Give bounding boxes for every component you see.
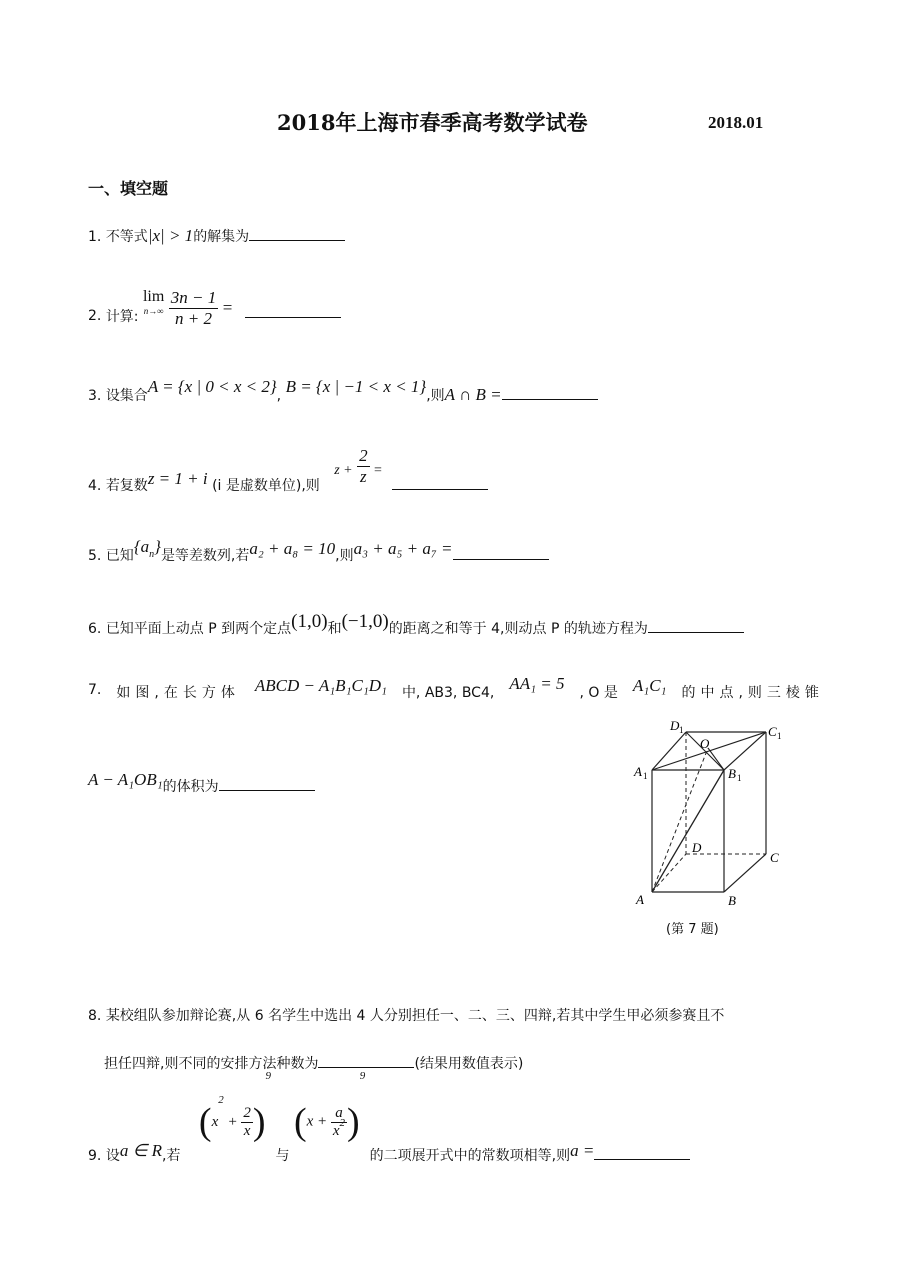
section-heading: 一、填空题 bbox=[88, 179, 169, 198]
question-6 bbox=[88, 611, 744, 639]
question-9 bbox=[88, 1070, 690, 1164]
question-text: 的距离之和等于 4,则动点 P 的轨迹方程为 bbox=[388, 621, 648, 637]
question-text: 已知平面上动点 P 到两个定点 bbox=[105, 621, 292, 637]
question-number: 2. bbox=[88, 308, 102, 324]
equals-sign: = bbox=[374, 463, 382, 478]
subscript-label: 1 bbox=[777, 731, 782, 741]
question-text: 的解集为 bbox=[193, 229, 250, 245]
exam-date: 2018.01 bbox=[708, 113, 764, 132]
question-text: 如图,在长方体 bbox=[116, 685, 240, 701]
question-note: (i 是虚数单位),则 bbox=[212, 478, 320, 494]
question-number: 1. bbox=[88, 229, 102, 245]
limit-subscript: n→∞ bbox=[143, 306, 164, 316]
comma: , bbox=[276, 388, 282, 404]
answer-blank[interactable] bbox=[594, 1144, 690, 1160]
vertex-a1-label: A bbox=[634, 764, 642, 779]
subscript-label: 1 bbox=[643, 771, 648, 781]
answer-blank[interactable] bbox=[648, 617, 744, 633]
math-expression: z = 1 + i bbox=[147, 469, 208, 488]
vertex-b1-label: B bbox=[728, 766, 736, 781]
point-2: (−1,0) bbox=[341, 611, 389, 632]
fraction-numerator: 3n − 1 bbox=[170, 288, 217, 307]
question-number: 3. bbox=[88, 388, 102, 404]
cuboid-diagram bbox=[628, 712, 798, 942]
vertex-d1-label: D bbox=[670, 718, 680, 733]
limit-operator: lim bbox=[142, 288, 165, 305]
math-expression: a₃ + a₅ + a₇ = bbox=[353, 539, 453, 558]
vertex-d-label: D bbox=[692, 840, 702, 855]
question-text: 设 bbox=[105, 1148, 120, 1164]
segment-name: A₁C₁ bbox=[632, 676, 667, 695]
math-expression: a₂ + a₈ = 10 bbox=[249, 539, 336, 558]
question-text: (结果用数值表示) bbox=[414, 1056, 524, 1072]
answer-blank[interactable] bbox=[249, 225, 345, 241]
question-text: 与 bbox=[275, 1148, 290, 1164]
math-expression: A ∩ B = bbox=[444, 385, 502, 404]
question-number: 6. bbox=[88, 621, 102, 637]
question-text: 担任四辩,则不同的安排方法种数为 bbox=[104, 1056, 319, 1072]
binomial-2: (x + $\frac{a}{x^2}$ )$^9$ bbox=[293, 1070, 366, 1143]
question-8 bbox=[88, 1005, 724, 1025]
answer-blank[interactable] bbox=[392, 474, 488, 490]
set-a: A = {x | 0 < x < 2} bbox=[147, 377, 277, 396]
math-expression: z + bbox=[334, 463, 353, 478]
fraction-numerator: 2 bbox=[359, 446, 368, 465]
answer-blank[interactable] bbox=[453, 544, 549, 560]
question-text: 的中点,则三棱锥 bbox=[681, 685, 824, 701]
cuboid-figure bbox=[628, 712, 798, 942]
vertex-a-label: A bbox=[636, 892, 644, 907]
fraction bbox=[357, 446, 370, 487]
answer-blank[interactable] bbox=[219, 775, 315, 791]
question-7-line-2 bbox=[88, 770, 315, 796]
question-text: 的体积为 bbox=[162, 779, 219, 795]
binomial-1: ($x^2$ + $\frac{2}{x}$ )$^9$ bbox=[198, 1070, 272, 1143]
point-1: (1,0) bbox=[291, 611, 328, 632]
question-text: 若复数 bbox=[105, 478, 148, 494]
question-3 bbox=[88, 377, 598, 405]
fraction bbox=[169, 288, 218, 329]
question-5 bbox=[88, 537, 549, 565]
set-b: B = {x | −1 < x < 1} bbox=[285, 377, 427, 396]
question-text: 已知 bbox=[105, 548, 134, 564]
question-number: 7. bbox=[88, 682, 102, 698]
sequence: {an} bbox=[133, 537, 161, 560]
question-number: 4. bbox=[88, 478, 102, 494]
question-text: 某校组队参加辩论赛,从 6 名学生中选出 4 人分别担任一、二、三、四辩,若其中学生甲必须参赛且不 bbox=[105, 1008, 725, 1024]
equals-sign: = bbox=[222, 298, 233, 317]
fraction-denominator: n + 2 bbox=[175, 309, 213, 328]
math-expression: a = bbox=[570, 1141, 595, 1160]
exponent: 9 bbox=[265, 1070, 272, 1082]
question-text: ,则 bbox=[426, 388, 445, 404]
question-text: ,则 bbox=[335, 548, 354, 564]
vertex-c1-label: C bbox=[768, 724, 777, 739]
question-7 bbox=[88, 674, 824, 702]
page-title: 2018年上海市春季高考数学试卷 bbox=[277, 110, 588, 135]
question-4 bbox=[88, 446, 488, 494]
answer-blank[interactable] bbox=[502, 384, 598, 400]
question-text: ,若 bbox=[162, 1148, 181, 1164]
question-text: 中, AB3, BC4, bbox=[401, 685, 495, 701]
limit-expression bbox=[143, 288, 164, 316]
fraction-denominator: z bbox=[360, 467, 367, 486]
question-number: 9. bbox=[88, 1148, 102, 1164]
answer-blank[interactable] bbox=[318, 1052, 414, 1068]
figure-caption: (第 7 题) bbox=[666, 922, 719, 937]
point-o-label: O bbox=[700, 736, 710, 751]
pyramid-name: A − A₁OB₁ bbox=[88, 770, 163, 789]
question-text: 和 bbox=[327, 621, 342, 637]
question-2 bbox=[88, 288, 341, 329]
vertex-b-label: B bbox=[728, 893, 736, 908]
question-text: 计算: bbox=[105, 309, 139, 325]
edge-length: AA₁ = 5 bbox=[509, 674, 565, 693]
subscript-label: 1 bbox=[737, 773, 742, 783]
question-1 bbox=[88, 225, 345, 246]
vertex-c-label: C bbox=[770, 850, 779, 865]
math-expression: |x| > 1 bbox=[147, 226, 194, 245]
question-text: 不等式 bbox=[105, 229, 148, 245]
math-expression: a ∈ R bbox=[119, 1141, 163, 1160]
question-number: 8. bbox=[88, 1008, 102, 1024]
question-8-line-2 bbox=[104, 1052, 523, 1073]
question-text: 的二项展开式中的常数项相等,则 bbox=[369, 1148, 571, 1164]
exponent: 9 bbox=[359, 1070, 366, 1082]
subscript-label: 1 bbox=[679, 725, 684, 735]
solid-name: ABCD − A₁B₁C₁D₁ bbox=[254, 676, 387, 695]
question-number: 5. bbox=[88, 548, 102, 564]
question-text: 是等差数列,若 bbox=[160, 548, 250, 564]
question-text: , O 是 bbox=[579, 685, 618, 701]
answer-blank[interactable] bbox=[245, 302, 341, 318]
question-text: 设集合 bbox=[105, 388, 148, 404]
